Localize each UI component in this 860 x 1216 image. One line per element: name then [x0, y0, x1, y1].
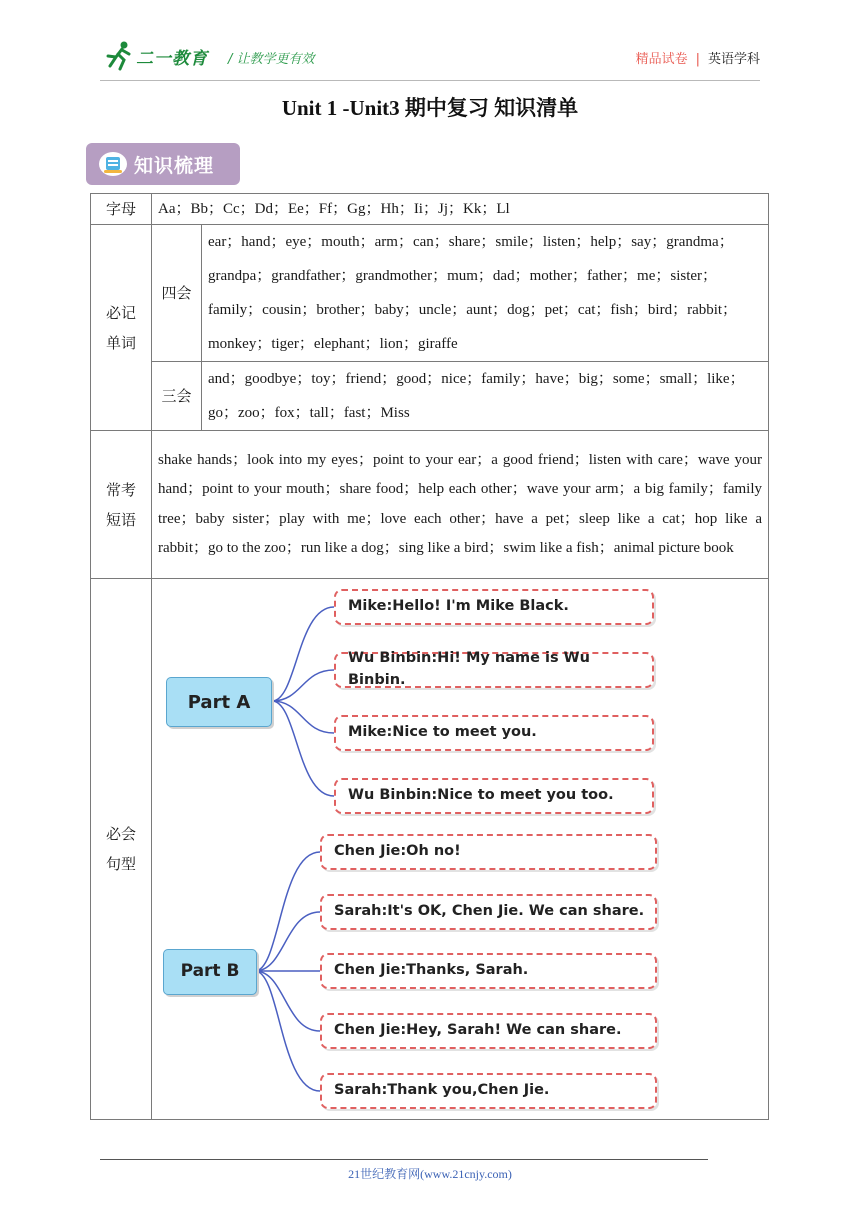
- phrases-content: shake hands；look into my eyes；point to your ear；a good friend；listen with care；wave your hand；point to your mouth；share food；help each other；wave your arm；a big family；family tree；baby sister；play with me；love each other；have a pet；sleep like a cat；hop like a rabbit；go to the zoo；run like a dog；sing like a bird；swim like a fish；animal picture book: [152, 431, 769, 579]
- sentences-label: [91, 579, 152, 1120]
- part-b-node: Part B: [163, 949, 257, 995]
- sentence-mindmap: [152, 579, 768, 1119]
- part-a-sentence-2: Wu Binbin:Hi! My name is Wu Binbin.: [334, 652, 654, 688]
- connector-a-1: [272, 607, 334, 701]
- part-a-node: Part A: [166, 677, 272, 727]
- header-divider: [100, 80, 760, 81]
- connector-b-5: [255, 971, 320, 1091]
- alphabet-content: Aa；Bb；Cc；Dd；Ee；Ff；Gg；Hh；Ii；Jj；Kk；Ll: [152, 194, 769, 225]
- sentences-label-line2: 句型: [105, 855, 136, 873]
- header-tags: [636, 48, 760, 67]
- alphabet-label: 字母: [91, 194, 152, 225]
- brand-logo: [104, 40, 208, 72]
- part-b-sentence-1: Chen Jie:Oh no!: [320, 834, 657, 870]
- footer-divider: [100, 1159, 708, 1160]
- words-label: [91, 225, 152, 431]
- four-skill-words-row: [91, 225, 769, 362]
- tag-separator: |: [695, 52, 700, 67]
- part-a-sentence-1: Mike:Hello! I'm Mike Black.: [334, 589, 654, 625]
- section-banner: [86, 143, 240, 185]
- four-skill-label: 四会: [152, 225, 202, 362]
- part-b-sentence-3: Chen Jie:Thanks, Sarah.: [320, 953, 657, 989]
- footer-source: 21世纪教育网(www.21cnjy.com): [348, 1167, 512, 1181]
- page-header: [100, 36, 760, 76]
- part-a-sentence-3: Mike:Nice to meet you.: [334, 715, 654, 751]
- book-icon: [98, 151, 128, 177]
- sentences-row: [91, 579, 769, 1120]
- connector-b-4: [255, 971, 320, 1031]
- four-skill-words: ear；hand；eye；mouth；arm；can；share；smile；listen；help；say；grandma；grandpa；grandfather；grandmother；mum；dad；mother；father；me；sister；family；cousin；brother；baby；uncle；aunt；dog；pet；cat；fish；bird；rabbit；monkey；tiger；elephant；lion；giraffe: [202, 225, 769, 362]
- connector-b-1: [255, 852, 320, 971]
- knowledge-table: [90, 193, 769, 1120]
- part-a-sentence-4: Wu Binbin:Nice to meet you too.: [334, 778, 654, 814]
- words-label-line2: 单词: [105, 333, 136, 352]
- three-skill-words-row: [91, 362, 769, 431]
- page-title: Unit 1 -Unit3 期中复习 知识清单: [281, 96, 579, 120]
- connector-b-2: [255, 912, 320, 971]
- part-b-sentence-2: Sarah:It's OK, Chen Jie. We can share.: [320, 894, 657, 930]
- three-skill-words: and；goodbye；toy；friend；good；nice；family；have；big；some；small；like；go；zoo；fox；tall；fast；Miss: [202, 362, 769, 431]
- part-b-sentence-5: Sarah:Thank you,Chen Jie.: [320, 1073, 657, 1109]
- phrases-label-line1: 常考: [105, 480, 136, 499]
- three-skill-label: 三会: [152, 362, 202, 431]
- connector-a-4: [272, 701, 334, 796]
- subject-tag: 英语学科: [707, 52, 760, 67]
- logo-text: 二一教育: [136, 48, 208, 69]
- premium-tag: 精品试卷: [635, 52, 688, 67]
- slogan: / 让教学更有效: [228, 52, 315, 67]
- phrases-row: [91, 431, 769, 579]
- phrases-label-line2: 短语: [105, 510, 136, 529]
- sentences-mindmap-cell: [152, 579, 769, 1120]
- section-banner-label: 知识梳理: [134, 154, 215, 177]
- part-b-sentence-4: Chen Jie:Hey, Sarah! We can share.: [320, 1013, 657, 1049]
- alphabet-row: [91, 194, 769, 225]
- words-label-line1: 必记: [105, 303, 136, 322]
- phrases-label: [91, 431, 152, 579]
- runner-icon: [104, 40, 134, 72]
- sentences-label-line1: 必会: [105, 825, 136, 843]
